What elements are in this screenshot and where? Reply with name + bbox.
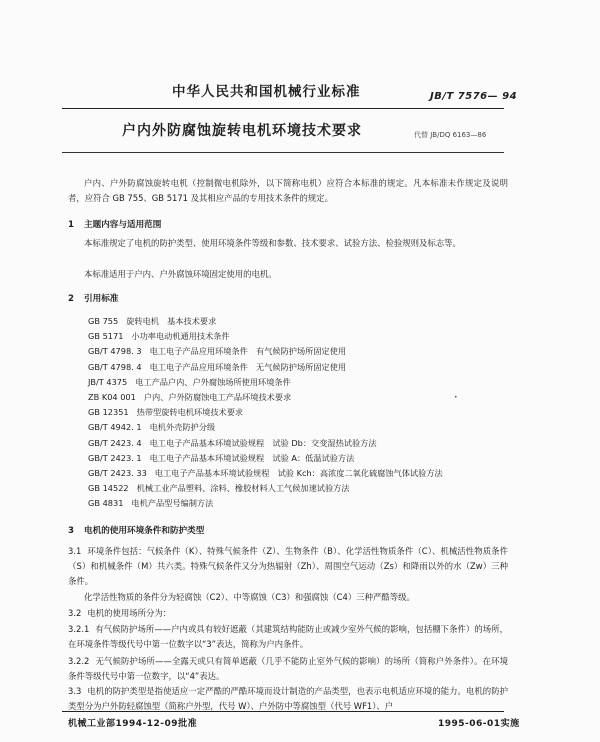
reference-item — [88, 375, 443, 390]
clause-number: 3.3 — [68, 686, 82, 696]
reference-item — [88, 420, 443, 435]
reference-code: GB/T 4798. 3 — [88, 346, 142, 357]
footer-rule — [62, 711, 504, 712]
approval-date: 机械工业部1994-12-09批准 — [68, 719, 198, 729]
reference-title: 旋转电机 基本技术要求 — [126, 316, 217, 326]
reference-title: 机械工业产品塑料、涂料、橡胶材料人工气候加速试验方法 — [136, 483, 350, 494]
clause-3-3 — [68, 684, 508, 714]
section-1-heading — [68, 218, 161, 230]
stray-mark: • — [454, 394, 458, 401]
reference-title: 热带型旋转电机环境技术要求 — [136, 407, 244, 418]
clause-text: 环境条件包括：气候条件（K）、特殊气候条件（Z）、生物条件（B）、化学活性物质条件（C）、机械活性物质条件（S）和机械条件（M）共六类。特殊气候条件又分为热辐射（Zh）、周围空气运动（Zs）和降雨以外的水（Zw）三种条件。 — [68, 546, 508, 586]
reference-list — [88, 314, 443, 511]
reference-item — [88, 436, 443, 451]
section-2-number: 2 — [68, 294, 74, 304]
clause-number: 3.2 — [68, 608, 82, 618]
reference-item — [88, 360, 443, 375]
reference-code: GB/T 4798. 4 — [88, 361, 142, 372]
issuing-body-title: 中华人民共和国机械行业标准 — [172, 84, 361, 100]
section-2-title: 引用标准 — [84, 294, 119, 304]
clause-3-2-2 — [68, 654, 508, 684]
reference-item — [88, 329, 443, 344]
reference-title: 电工电子产品应用环境条件 有气候防护场所固定使用 — [149, 346, 347, 357]
section-1-number: 1 — [68, 220, 74, 230]
reference-item — [88, 405, 443, 420]
clause-3-1-cont — [68, 590, 508, 605]
section-1-paragraph-1: 本标准规定了电机的防护类型、使用环境条件等级和参数、技术要求、试验方法、检验规则及标志等。 — [84, 238, 461, 248]
reference-title: 电工产品户内、户外腐蚀场所使用环境条件 — [135, 376, 291, 387]
clause-text: 化学活性物质的条件分为轻腐蚀（C2）、中等腐蚀（C3）和强腐蚀（C4）三种严酷等级。 — [84, 592, 415, 602]
reference-title: 户内、户外防腐蚀电工产品环境技术要求 — [143, 391, 292, 402]
reference-code: GB 755 — [88, 316, 119, 326]
clause-3-1 — [68, 544, 508, 589]
reference-code: JB/T 4375 — [88, 376, 128, 387]
reference-title: 电工电子产品应用环境条件 无气候防护场所固定使用 — [149, 361, 347, 372]
intro-paragraph: 户内、户外防腐蚀旋转电机（控制微电机除外，以下简称电机）应符合本标准的规定。凡本标准未作规定及说明者，应符合 GB 755、GB 5171 及其相应产品的专用技术条件的规定。 — [68, 178, 508, 203]
title-rule — [62, 152, 504, 153]
section-2-heading — [68, 292, 118, 304]
clause-text: 电机的防护类型是指使适应一定严酷的严酷环境而设计制造的产品类型，也表示电机适应环境的能力。电机的防护类型分为户外防轻腐蚀型（简称户外型，代号 W）、户外防中等腐蚀型（代号 WF1）、户 — [68, 686, 508, 711]
reference-code: GB/T 4942. 1 — [88, 422, 142, 433]
reference-code: ZB K04 001 — [88, 391, 136, 402]
reference-title: 电机产品型号编制方法 — [131, 498, 214, 509]
reference-item — [88, 451, 443, 466]
section-1-paragraph-2: 本标准适用于户内、户外腐蚀环境固定使用的电机。 — [84, 269, 277, 279]
reference-code: GB 12351 — [88, 407, 129, 418]
section-3-heading — [68, 524, 204, 536]
section-3-title: 电机的使用环境条件和防护类型 — [84, 526, 205, 536]
clause-text: 有气候防护场所——户内或具有较好遮蔽（其建筑结构能防止或减少室外气候的影响，包括棚下条件）的场所，在环境条件等级代号中第一位数字以“3”表达，简称为户内条件。 — [68, 624, 508, 649]
replaces-note: 代替 JB/DQ 6163—86 — [414, 131, 487, 139]
clause-text: 无气候防护场所——全露天或只有简单遮蔽（几乎不能防止室外气候的影响）的场所（简称户外条件）。在环境条件等级代号中第一位数字，以“4”表达。 — [68, 656, 508, 681]
clause-text: 电机的使用场所分为： — [87, 608, 172, 618]
clause-number: 3.1 — [68, 546, 82, 556]
standard-number: JB/T 7576— 94 — [430, 91, 518, 102]
reference-code: GB/T 2423. 33 — [88, 467, 147, 478]
reference-item — [88, 466, 443, 481]
clause-number: 3.2.2 — [68, 656, 90, 666]
reference-item — [88, 481, 443, 496]
clause-number: 3.2.1 — [68, 624, 90, 634]
reference-code: GB 14522 — [88, 483, 129, 494]
reference-title: 电工电子产品基本环境试验规程 试验 A：低温试验方法 — [149, 452, 355, 463]
reference-item — [88, 496, 443, 511]
reference-item — [88, 344, 443, 359]
clause-3-2 — [68, 606, 508, 621]
reference-title: 电工电子产品基本环境试验规程 试验 Db：交变湿热试验方法 — [149, 437, 377, 448]
document-title: 户内外防腐蚀旋转电机环境技术要求 — [122, 123, 362, 139]
reference-item — [88, 390, 443, 405]
reference-title: 小功率电动机通用技术条件 — [131, 331, 230, 342]
section-3-number: 3 — [68, 526, 74, 536]
top-rule — [62, 108, 504, 109]
reference-title: 电工电子产品基本环境试验规程 试验 Kch：高浓度二氧化硫腐蚀气体试验方法 — [154, 467, 443, 478]
section-1-title: 主题内容与适用范围 — [84, 220, 162, 230]
reference-code: GB 4831 — [88, 498, 124, 509]
reference-item — [88, 314, 443, 329]
reference-code: GB/T 2423. 1 — [88, 452, 142, 463]
effective-date: 1995-06-01实施 — [438, 719, 520, 729]
reference-code: GB/T 2423. 4 — [88, 437, 142, 448]
reference-title: 电机外壳防护分级 — [149, 422, 216, 433]
clause-3-2-1 — [68, 622, 508, 652]
reference-code: GB 5171 — [88, 331, 124, 342]
